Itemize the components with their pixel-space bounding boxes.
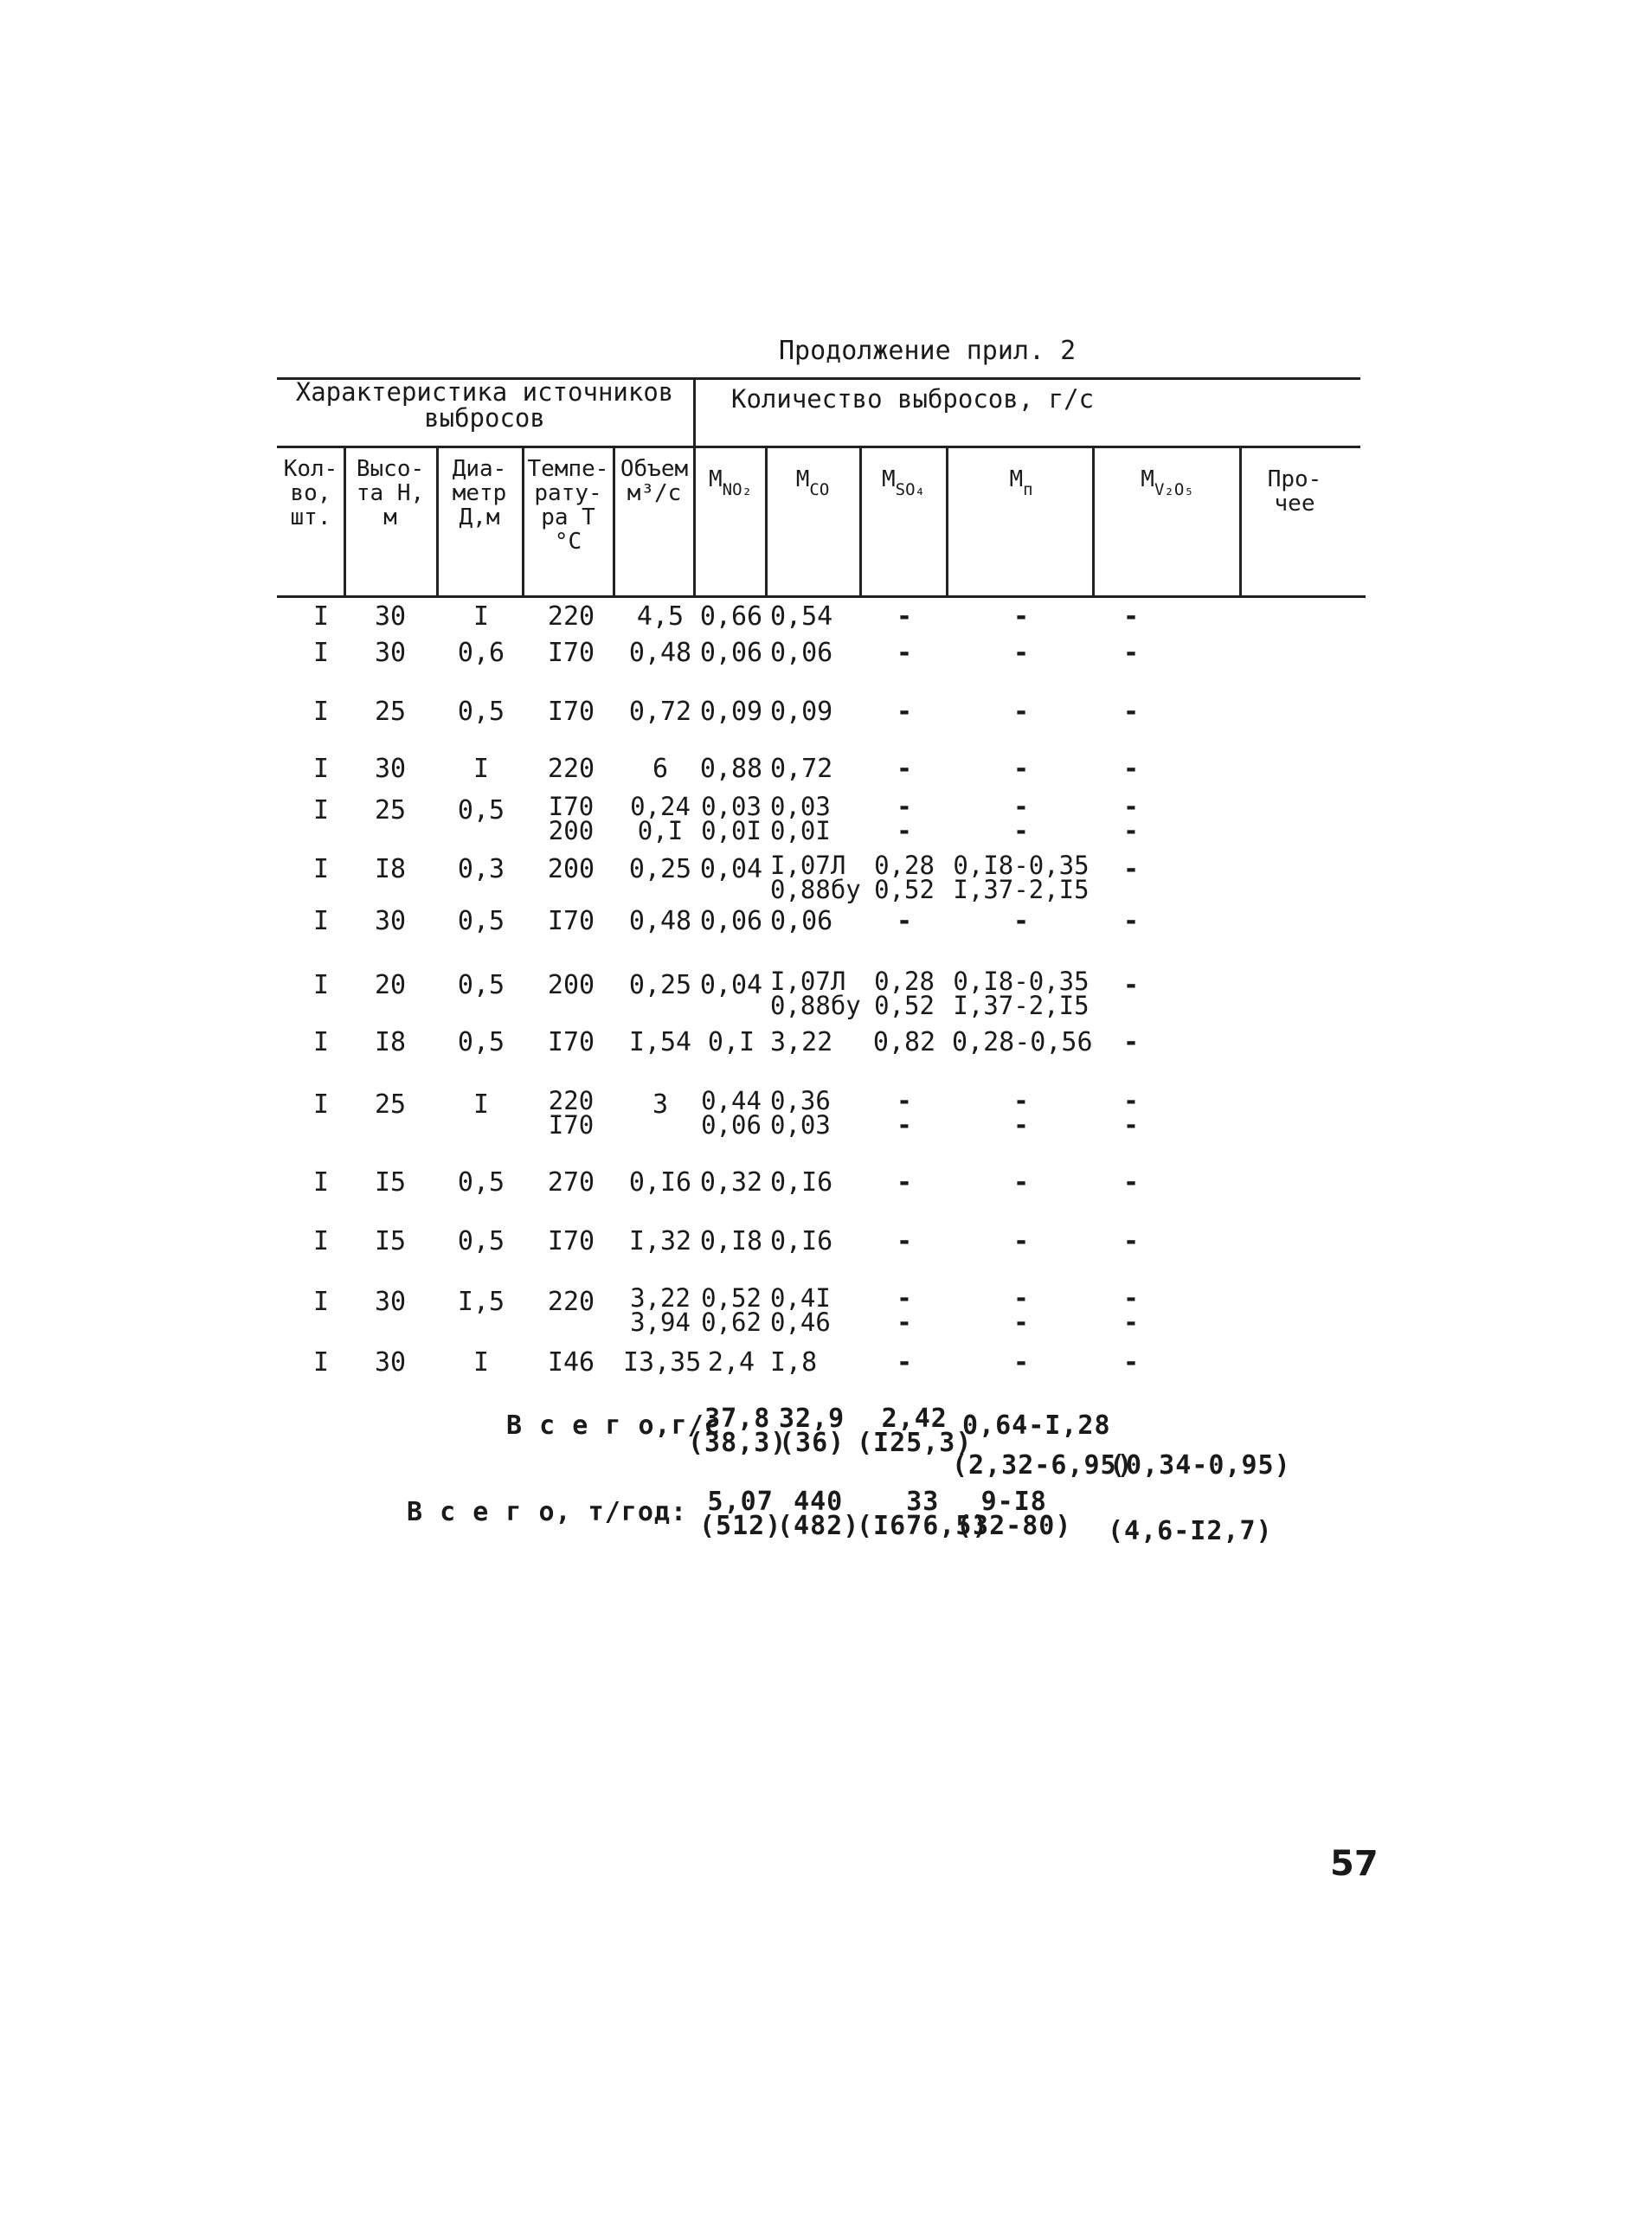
cell-no2: 0,32: [699, 1167, 763, 1198]
cell-mp: - -: [1013, 792, 1029, 845]
cell-t: I46: [547, 1347, 595, 1378]
cell-no2: 0,06: [699, 906, 763, 936]
cell-qty: I: [312, 795, 330, 826]
cell-v2o5: -: [1122, 854, 1140, 884]
cell-d: 0,5: [457, 1167, 505, 1198]
cell-v2o5: - -: [1123, 792, 1139, 845]
cell-mp: -: [1012, 906, 1030, 936]
cell-t: I70: [547, 1226, 595, 1256]
cell-so4: -: [896, 1167, 913, 1198]
cell-mp: -: [1012, 601, 1030, 632]
header-qty: Кол- во, шт.: [283, 456, 338, 530]
cell-t: I70: [547, 697, 595, 727]
cell-h: 30: [374, 638, 407, 668]
cell-co: 0,06: [770, 638, 833, 668]
total-ty-co: 440 (482): [777, 1487, 860, 1541]
cell-d: 0,5: [457, 697, 505, 727]
cell-qty: I: [312, 601, 330, 632]
cell-v: 0,48: [628, 638, 692, 668]
cell-so4: -: [896, 754, 913, 784]
cell-d: 0,5: [457, 906, 505, 936]
cell-v: 0,48: [628, 906, 692, 936]
cell-h: I5: [374, 1167, 407, 1198]
cell-t: I70: [547, 906, 595, 936]
cell-h: I5: [374, 1226, 407, 1256]
table-caption: Продолжение прил. 2: [779, 336, 1077, 366]
cell-t: 220: [547, 1287, 595, 1317]
cell-qty: I: [312, 854, 330, 884]
cell-d: 0,5: [457, 1027, 505, 1057]
cell-qty: I: [312, 970, 330, 1000]
cell-v: 3,22 3,94: [630, 1283, 691, 1337]
cell-h: 30: [374, 1347, 407, 1378]
cell-co: 0,I6: [770, 1226, 833, 1256]
total-gs-so4: 2,42 (I25,3): [857, 1404, 973, 1458]
cell-co: 0,4I 0,46: [770, 1283, 831, 1337]
header-m-p: $М_п$: [1009, 466, 1033, 499]
cell-d: 0,6: [457, 638, 505, 668]
cell-v: I,32: [628, 1226, 692, 1256]
cell-v: 4,5: [636, 601, 685, 632]
cell-v: 0,25: [628, 970, 692, 1000]
cell-co: I,07Л 0,88бу: [770, 967, 861, 1020]
cell-co: 0,I6: [770, 1167, 833, 1198]
cell-so4: - -: [897, 1283, 912, 1337]
cell-co: 0,72: [770, 754, 833, 784]
cell-so4: 0,28 0,52: [874, 851, 935, 904]
cell-h: 30: [374, 601, 407, 632]
cell-co: 0,54: [770, 601, 833, 632]
cell-qty: I: [312, 1226, 330, 1256]
total-ty-label: В с е г о, т/год:: [407, 1497, 688, 1527]
cell-no2: 0,44 0,06: [701, 1086, 762, 1140]
cell-h: I8: [374, 1027, 407, 1057]
header-m-co: $М_{CO}$: [795, 466, 830, 499]
cell-mp: -: [1012, 1347, 1030, 1378]
cell-co: 0,03 0,0I: [770, 792, 831, 845]
cell-t: I70: [547, 1027, 595, 1057]
cell-v: 0,I6: [628, 1167, 692, 1198]
cell-co: I,07Л 0,88бу: [770, 851, 861, 904]
cell-h: 20: [374, 970, 407, 1000]
cell-d: 0,5: [457, 795, 505, 826]
cell-v2o5: -: [1122, 1027, 1140, 1057]
cell-h: 30: [374, 1287, 407, 1317]
cell-v: 0,25: [628, 854, 692, 884]
cell-mp: - -: [1013, 1283, 1029, 1337]
cell-co: 0,09: [770, 697, 833, 727]
cell-t: I70 200: [548, 792, 595, 845]
header-other: Про- чее: [1267, 466, 1322, 517]
cell-t: 200: [547, 970, 595, 1000]
cell-mp: -: [1012, 1167, 1030, 1198]
cell-no2: 0,I8: [699, 1226, 763, 1256]
total-gs-no2: 37,8 (38,3): [688, 1404, 787, 1458]
cell-mp: 0,28-0,56: [952, 1027, 1093, 1057]
total-gs-mp: 0,64-I,28: [962, 1410, 1111, 1441]
cell-v2o5: -: [1122, 697, 1140, 727]
total-gs-v2o5: (0,34-0,95): [1109, 1450, 1291, 1481]
header-m-so4: $М_{SO_4}$: [882, 466, 925, 499]
cell-h: 25: [374, 1089, 407, 1120]
cell-qty: I: [312, 1347, 330, 1378]
cell-d: I: [472, 1089, 490, 1120]
cell-v2o5: -: [1122, 638, 1140, 668]
group-header-emissions: Количество выбросов, г/с: [731, 384, 1095, 414]
cell-v2o5: -: [1122, 1347, 1140, 1378]
cell-d: I: [472, 754, 490, 784]
cell-co: 0,06: [770, 906, 833, 936]
total-ty-no2: 5,07 (512): [699, 1487, 782, 1541]
cell-qty: I: [312, 754, 330, 784]
cell-no2: 0,03 0,0I: [701, 792, 762, 845]
cell-co: 0,36 0,03: [770, 1086, 831, 1140]
cell-h: 25: [374, 795, 407, 826]
cell-t: 220 I70: [548, 1086, 595, 1140]
cell-v: 0,72: [628, 697, 692, 727]
cell-t: 220: [547, 754, 595, 784]
col-divider-8: [946, 446, 948, 597]
header-temperature: Темпе- рату- ра Т °С: [527, 456, 609, 555]
cell-t: 200: [547, 854, 595, 884]
cell-v2o5: - -: [1123, 1086, 1139, 1140]
cell-so4: - -: [897, 1086, 912, 1140]
total-gs-co: 32,9 (36): [779, 1404, 845, 1458]
cell-qty: I: [312, 1287, 330, 1317]
cell-so4: -: [896, 601, 913, 632]
cell-t: I70: [547, 638, 595, 668]
cell-h: 30: [374, 754, 407, 784]
cell-v: 0,24 0,I: [630, 792, 691, 845]
cell-t: 270: [547, 1167, 595, 1198]
cell-mp: -: [1012, 754, 1030, 784]
cell-d: 0,5: [457, 970, 505, 1000]
col-divider-9: [1092, 446, 1095, 597]
cell-v2o5: -: [1122, 906, 1140, 936]
cell-v2o5: -: [1122, 1167, 1140, 1198]
cell-v: 3: [652, 1089, 669, 1120]
cell-so4: -: [896, 1226, 913, 1256]
cell-v2o5: -: [1122, 1226, 1140, 1256]
cell-no2: 0,66: [699, 601, 763, 632]
cell-so4: -: [896, 906, 913, 936]
cell-v2o5: -: [1122, 754, 1140, 784]
total-ty-v2o5: (4,6-I2,7): [1108, 1516, 1273, 1546]
header-bottom-rule: [277, 595, 1366, 598]
cell-no2: 0,04: [699, 970, 763, 1000]
cell-co: I,8: [770, 1347, 818, 1378]
cell-v: I3,35: [623, 1347, 702, 1378]
cell-h: 25: [374, 697, 407, 727]
cell-v2o5: - -: [1123, 1283, 1139, 1337]
header-diameter: Диа- метр Д,м: [452, 456, 507, 530]
cell-so4: -: [896, 1347, 913, 1378]
cell-no2: 0,88: [699, 754, 763, 784]
cell-d: I: [472, 601, 490, 632]
total-gs-label: В с е г о,г/с: [506, 1410, 721, 1441]
cell-qty: I: [312, 906, 330, 936]
cell-mp: -: [1012, 697, 1030, 727]
cell-so4: 0,28 0,52: [874, 967, 935, 1020]
col-divider-10: [1239, 446, 1242, 597]
header-volume: Объем м³/с: [620, 456, 689, 506]
total-gs-mp-range: (2,32-6,95): [952, 1450, 1134, 1481]
cell-no2: 0,52 0,62: [701, 1283, 762, 1337]
cell-v2o5: -: [1122, 970, 1140, 1000]
cell-so4: 0,82: [872, 1027, 936, 1057]
cell-mp: -: [1012, 638, 1030, 668]
total-ty-mp: 9-I8 (32-80): [956, 1487, 1072, 1541]
cell-qty: I: [312, 1089, 330, 1120]
cell-so4: -: [896, 697, 913, 727]
cell-no2: 2,4: [707, 1347, 755, 1378]
cell-d: I,5: [457, 1287, 505, 1317]
header-m-v2o5: $М_{V_2O_5}$: [1141, 466, 1194, 499]
cell-t: 220: [547, 601, 595, 632]
cell-d: I: [472, 1347, 490, 1378]
cell-h: 30: [374, 906, 407, 936]
cell-no2: 0,06: [699, 638, 763, 668]
cell-no2: 0,04: [699, 854, 763, 884]
cell-mp: - -: [1013, 1086, 1029, 1140]
cell-qty: I: [312, 697, 330, 727]
cell-so4: -: [896, 638, 913, 668]
group-rule: [277, 446, 1360, 448]
cell-mp: 0,I8-0,35 I,37-2,I5: [953, 851, 1090, 904]
cell-v2o5: -: [1122, 601, 1140, 632]
cell-mp: 0,I8-0,35 I,37-2,I5: [953, 967, 1090, 1020]
header-m-no2: $М_{NO_2}$: [709, 466, 752, 499]
cell-no2: 0,I: [707, 1027, 755, 1057]
total-ty-so4: 33 (I676,5): [857, 1487, 989, 1541]
cell-qty: I: [312, 1027, 330, 1057]
cell-v: I,54: [628, 1027, 692, 1057]
cell-d: 0,5: [457, 1226, 505, 1256]
group-header-sources: Характеристика источников выбросов: [295, 377, 674, 433]
header-height: Высо- та Н, м: [356, 456, 425, 530]
cell-co: 3,22: [770, 1027, 833, 1057]
cell-d: 0,3: [457, 854, 505, 884]
cell-h: I8: [374, 854, 407, 884]
cell-v: 6: [652, 754, 669, 784]
cell-qty: I: [312, 638, 330, 668]
page-number: 57: [1330, 1844, 1379, 1884]
cell-no2: 0,09: [699, 697, 763, 727]
cell-qty: I: [312, 1167, 330, 1198]
cell-mp: -: [1012, 1226, 1030, 1256]
cell-so4: - -: [897, 792, 912, 845]
